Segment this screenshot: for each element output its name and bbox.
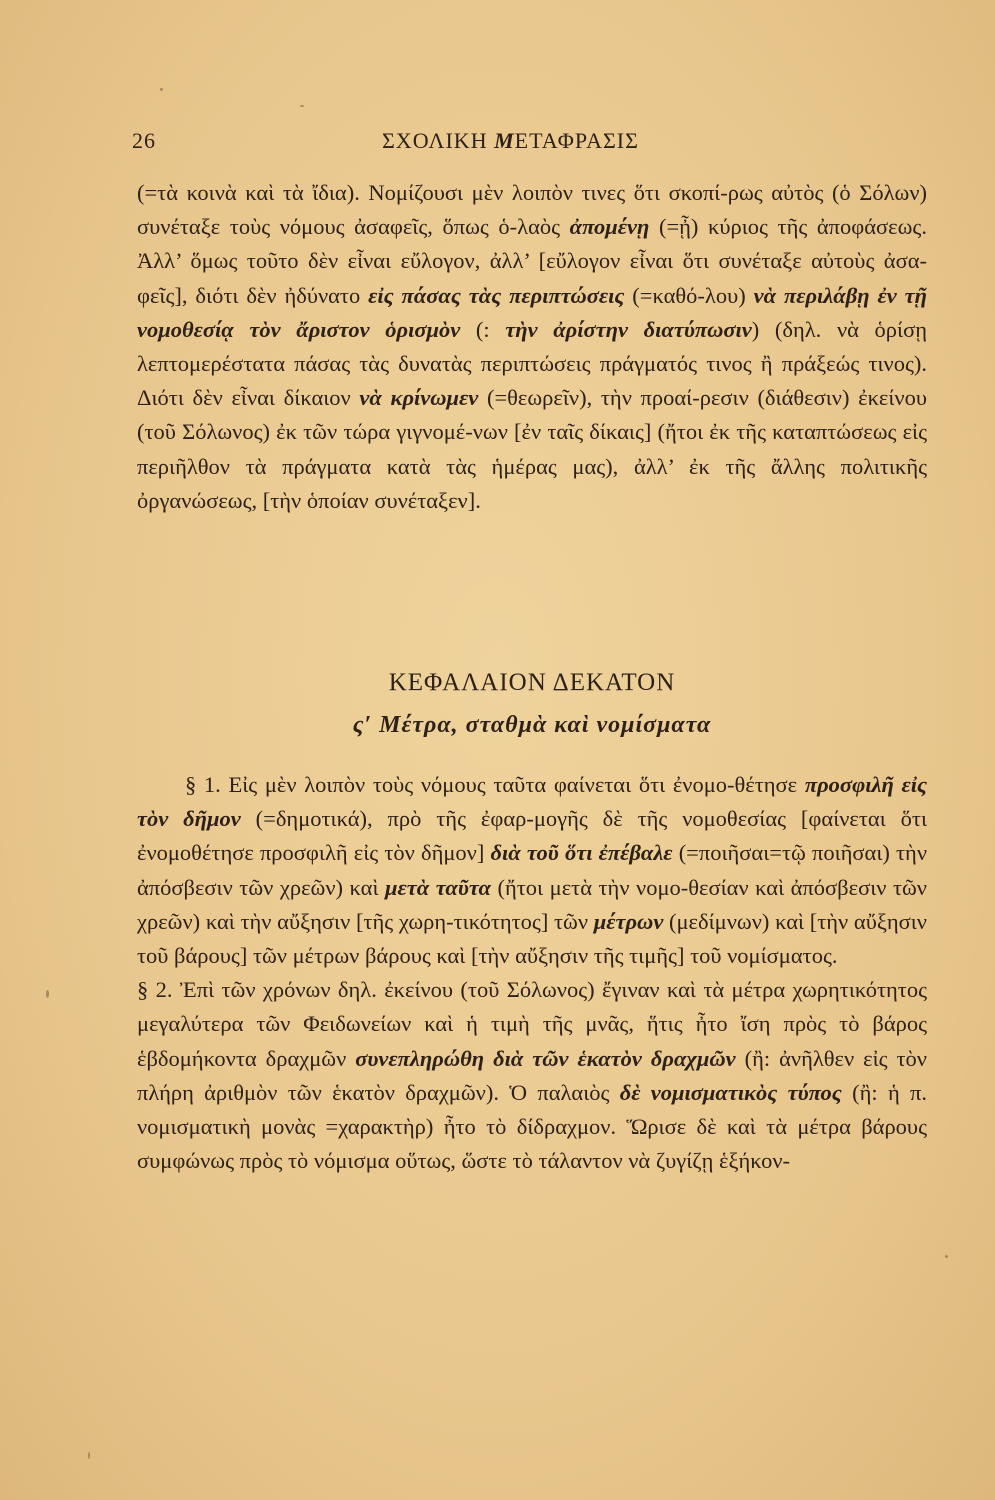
- bold-term: νὰ κρίνωμεν: [359, 385, 479, 411]
- text-run: (=δημοτικά), πρὸ τῆς ἐφαρ-μογῆς δὲ τῆς νομοθεσίας [φαίνεται ὅτι ἐνομοθέτησε προσφιλῆ εἰς τὸν δῆμον]: [137, 806, 927, 866]
- commentary-paragraph: [137, 176, 927, 518]
- paper-speck: [46, 990, 49, 998]
- text-run: ) (δηλ. νὰ ὁρίσῃ λεπτομερέστατα πάσας τὰς δυνατὰς περιπτώσεις πράγματός τινος ἢ πράξεώς τινος). Διότι δὲν εἶναι δίκαιον: [137, 316, 927, 411]
- bold-term: μετὰ ταῦτα: [385, 874, 491, 900]
- text-run: § 1. Εἰς μὲν λοιπὸν τοὺς νόμους ταῦτα φαίνεται ὅτι ἐνομο-θέτησε: [185, 772, 805, 797]
- bold-term: ἀπομένῃ: [569, 214, 650, 240]
- text-run: (ἢ: ἡ π. νομισματικὴ μονὰς =χαρακτὴρ) ἦτο τὸ δίδραχμον. Ὥρισε δὲ καὶ τὰ μέτρα βάρους συμφώνως πρὸς τὸ νόμισμα οὕτως, ὥστε τὸ τάλαντον νὰ ζυγίζῃ ἑξήκον-: [137, 1079, 927, 1174]
- paragraph-section-1: [137, 768, 927, 973]
- bold-term: προσφιλῆ εἰς τὸν δῆμον: [137, 772, 927, 832]
- paragraph-section-2: [137, 973, 927, 1178]
- bold-term: εἰς πάσας τὰς περιπτώσεις: [368, 282, 625, 308]
- chapter-body: [137, 768, 927, 1178]
- paragraph: [137, 176, 927, 518]
- bold-term: δὲ νομισματικὸς τύπος: [619, 1079, 842, 1105]
- text-run: (=ᾖ) κύριος τῆς ἀποφάσεως. Ἀλλ’ ὅμως τοῦτο δὲν εἶναι εὔλογον, ἀλλ’ [εὔλογον εἶναι ὅτι συνέταξε αὐτοὺς ἀσα-φεῖς], διότι δὲν ἠδύνατο: [137, 214, 927, 308]
- running-title: [382, 128, 639, 154]
- running-title-part: ΣΧΟΛΙΚΗ: [382, 128, 495, 153]
- paper-speck: [160, 88, 163, 91]
- text-run: (ἢ: ἀνῆλθεν εἰς τὸν πλήρη ἀριθμὸν τῶν ἑκατὸν δραχμῶν). Ὁ παλαιὸς: [137, 1045, 927, 1105]
- text-run: (:: [460, 316, 506, 342]
- paper-speck: [300, 105, 304, 107]
- bold-term: διὰ τοῦ ὅτι ἐπέβαλε: [490, 840, 673, 866]
- text-run: (=καθό-λου): [624, 282, 754, 308]
- bold-term: τὴν ἀρίστην διατύπωσιν: [505, 316, 752, 342]
- running-title-emphasis: Μ: [494, 128, 515, 153]
- bold-term: συνεπληρώθη διὰ τῶν ἑκατὸν δραχμῶν: [355, 1045, 736, 1071]
- bold-term: μέτρων: [593, 908, 664, 934]
- text-run: § 2. Ἐπὶ τῶν χρόνων δηλ. ἐκείνου (τοῦ Σόλωνος) ἔγιναν καὶ τὰ μέτρα χωρητικότητος μεγαλύτερα τῶν Φειδωνείων καὶ ἡ τιμὴ τῆς μνᾶς, ἥτις ἦτο ἴση πρὸς τὸ βάρος ἑβδομήκοντα δραχμῶν: [137, 977, 927, 1071]
- chapter-subtitle: ς′ Μέτρα, σταθμὰ καὶ νομίσματα: [352, 712, 712, 738]
- paper-speck: [945, 1255, 948, 1258]
- text-run: (=τὰ κοινὰ καὶ τὰ ἴδια). Νομίζουσι μὲν λοιπὸν τινες ὅτι σκοπί-ρως αὐτὸς (ὁ Σόλων) συνέταξε τοὺς νόμους ἀσαφεῖς, ὅπως ὁ-λαὸς: [137, 180, 927, 240]
- text-run: (=ποιῆσαι=τῷ ποιῆσαι) τὴν ἀπόσβεσιν τῶν χρεῶν) καὶ: [137, 840, 927, 900]
- page-number: 26: [132, 128, 156, 153]
- text-run: (μεδίμνων) καὶ [τὴν αὔξησιν τοῦ βάρους] τῶν μέτρων βάρους καὶ [τὴν αὔξησιν τῆς τιμῆς] τοῦ νομίσματος.: [137, 908, 927, 969]
- text-run: (ἤτοι μετὰ τὴν νομο-θεσίαν καὶ ἀπόσβεσιν τῶν χρεῶν) καὶ τὴν αὔξησιν [τῆς χωρη-τικότητος] τῶν: [137, 874, 927, 934]
- page-header: [132, 128, 862, 158]
- paper-speck: [88, 1452, 90, 1459]
- running-title-part: ΕΤΑΦΡΑΣΙΣ: [514, 128, 639, 153]
- bold-term: νὰ περιλάβῃ ἐν τῇ νομοθεσίᾳ τὸν ἄριστον ὁρισμὸν: [137, 282, 927, 342]
- text-run: (=θεωρεῖν), τὴν προαί-ρεσιν (διάθεσιν) ἐκείνου (τοῦ Σόλωνος) ἐκ τῶν τώρα γιγνομέ-νων [ἐν ταῖς δίκαις] (ἤτοι ἐκ τῆς καταπτώσεως εἰς περιῆλθον τὰ πράγματα κατὰ τὰς ἡμέρας μας), ἀλλ’ ἐκ τῆς ἄλλης πολιτικῆς ὀργανώσεως, [τὴν ὁποίαν συνέταξεν].: [137, 385, 927, 513]
- chapter-title: ΚΕΦΑΛΑΙΟΝ ΔΕΚΑΤΟΝ: [388, 669, 676, 696]
